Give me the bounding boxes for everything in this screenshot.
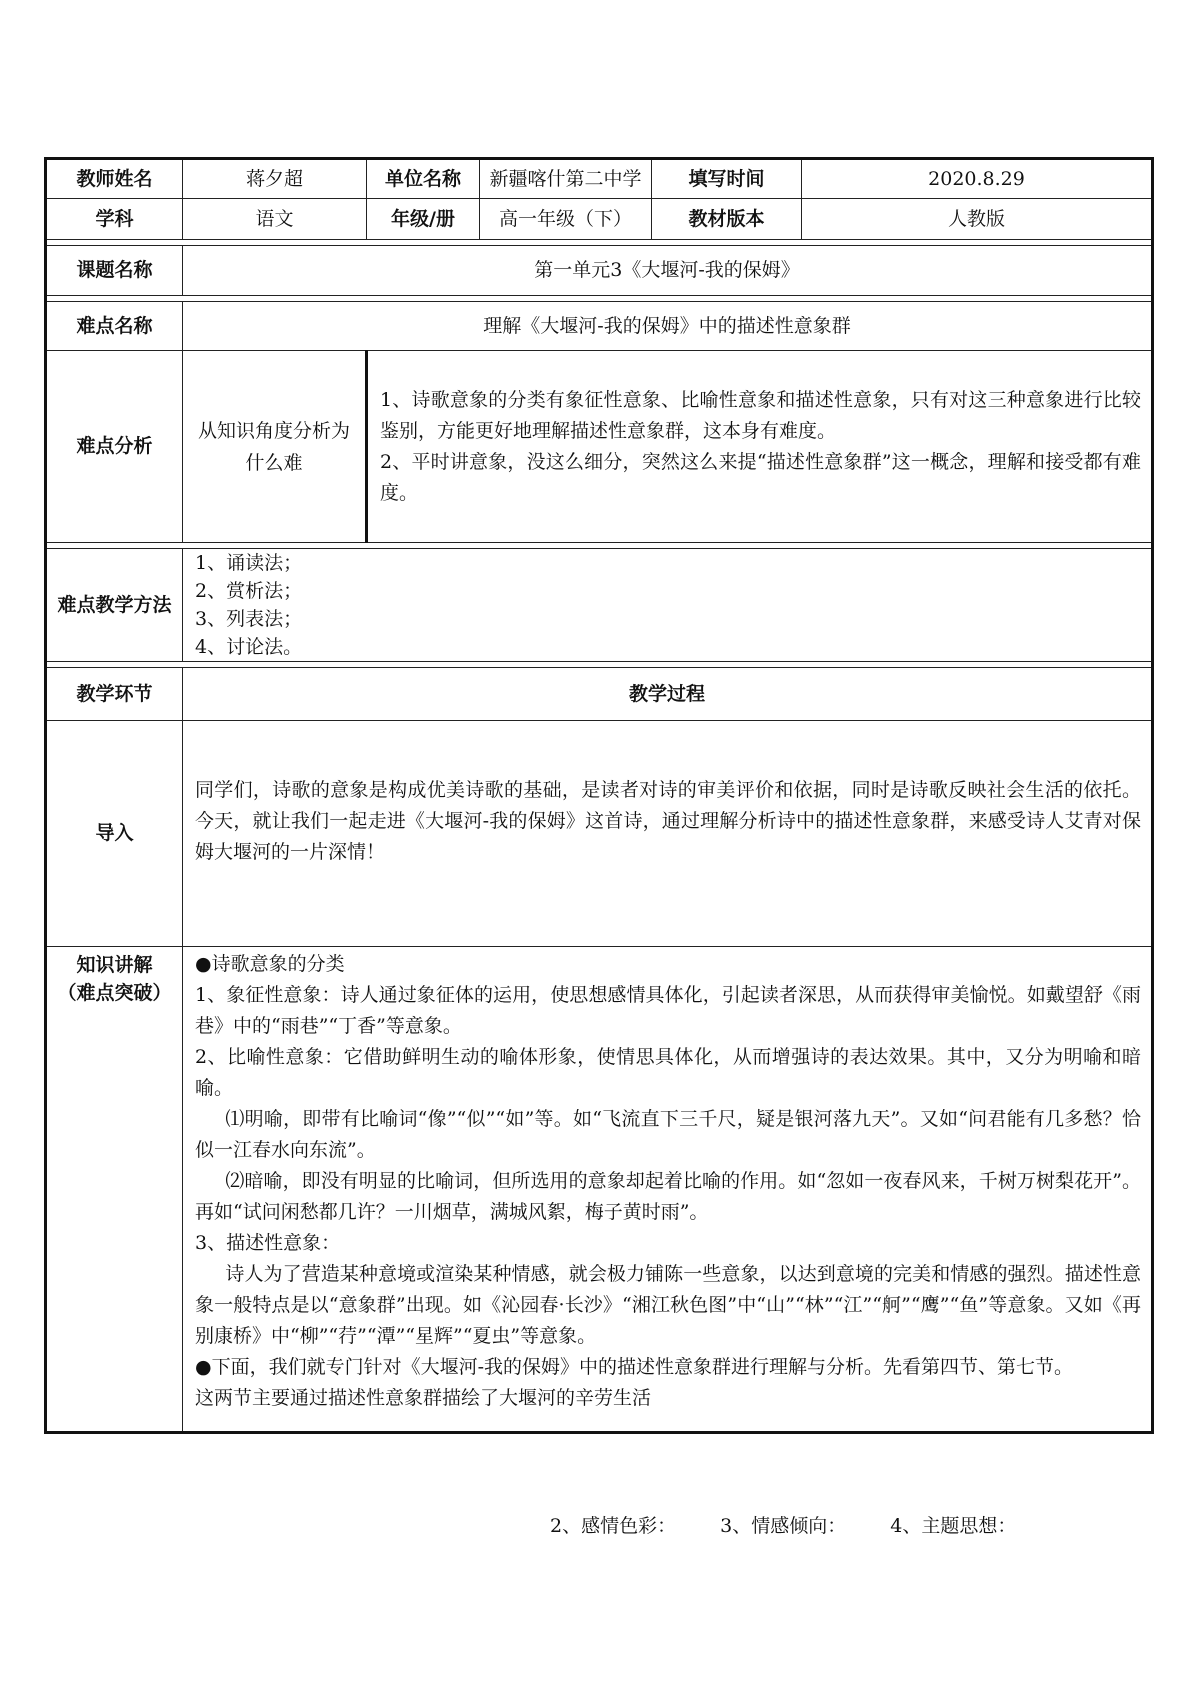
knowledge-line: ⑵暗喻，即没有明显的比喻词，但所选用的意象却起着比喻的作用。如“忽如一夜春风来，千树万树梨花开”。再如“试问闲愁都几许？一川烟草，满城风絮，梅子黄时雨”。 [195, 1170, 1141, 1223]
analysis-sub-label: 从知识角度分析为什么难 [183, 351, 367, 543]
topic-label: 课题名称 [46, 246, 183, 296]
teacher-name-label: 教师姓名 [46, 159, 183, 199]
unit-name-value: 新疆喀什第二中学 [480, 159, 652, 199]
knowledge-line: ⑴明喻，即带有比喻词“像”“似”“如”等。如“飞流直下三千尺，疑是银河落九天”。又如“问君能有几多愁？恰似一江春水向东流”。 [195, 1108, 1141, 1161]
knowledge-line: 1、象征性意象：诗人通过象征体的运用，使思想感情具体化，引起读者深思，从而获得审美愉悦。如戴望舒《雨巷》中的“雨巷”“丁香”等意象。 [195, 984, 1141, 1037]
subject-value: 语文 [183, 199, 367, 240]
analysis-label: 难点分析 [46, 351, 183, 543]
knowledge-line: ●下面，我们就专门针对《大堰河-我的保姆》中的描述性意象群进行理解与分析。先看第四节、第七节。 [195, 1356, 1074, 1378]
intro-content [183, 721, 1153, 947]
teacher-name-value: 蒋夕超 [183, 159, 367, 199]
header-row-2 [46, 199, 1153, 240]
intro-text: 同学们，诗歌的意象是构成优美诗歌的基础，是读者对诗的审美评价和依据，同时是诗歌反映社会生活的依托。今天，就让我们一起走进《大堰河-我的保姆》这首诗，通过理解分析诗中的描述性意象群，来感受诗人艾青对保姆大堰河的一片深情！ [195, 779, 1141, 863]
difficulty-label: 难点名称 [46, 302, 183, 351]
fill-date-label: 填写时间 [652, 159, 802, 199]
knowledge-line: 诗人为了营造某种意境或渲染某种情感，就会极力铺陈一些意象，以达到意境的完美和情感的强烈。描述性意象一般特点是以“意象群”出现。如《沁园春·长沙》“湘江秋色图”中“山”“林”“江”“舸”“鹰”“鱼”等意象。又如《再别康桥》中“柳”“荇”“潭”“星辉”“夏虫”等意象。 [195, 1263, 1141, 1347]
footer-item-emotion-tendency: 3、情感倾向： [720, 1515, 847, 1537]
method-item: 1、诵读法； [195, 552, 303, 574]
intro-label: 导入 [46, 721, 183, 947]
grade-label: 年级/册 [367, 199, 480, 240]
knowledge-line: 3、描述性意象： [195, 1232, 341, 1254]
methods-content [183, 549, 1153, 662]
footer-item-emotion-color: 2、感情色彩： [550, 1515, 677, 1537]
knowledge-line: 这两节主要通过描述性意象群描绘了大堰河的辛劳生活 [195, 1387, 652, 1409]
process-header-row [46, 668, 1153, 721]
knowledge-line: 2、比喻性意象：它借助鲜明生动的喻体形象，使情思具体化，从而增强诗的表达效果。其中，又分为明喻和暗喻。 [195, 1046, 1141, 1099]
lesson-plan-form [44, 157, 1151, 1434]
header-row-1 [46, 159, 1153, 199]
analysis-content [367, 351, 1153, 543]
method-item: 2、赏析法； [195, 580, 303, 602]
knowledge-label-line-1: 知识讲解 [76, 954, 153, 976]
subject-label: 学科 [46, 199, 183, 240]
method-item: 3、列表法； [195, 608, 303, 630]
unit-name-label: 单位名称 [367, 159, 480, 199]
difficulty-row [46, 302, 1153, 351]
footer-item-theme: 4、主题思想： [890, 1515, 1017, 1537]
footer-prompts [550, 1511, 1054, 1538]
edition-label: 教材版本 [652, 199, 802, 240]
fill-date-value: 2020.8.29 [802, 159, 1153, 199]
topic-row [46, 246, 1153, 296]
knowledge-line: ●诗歌意象的分类 [195, 953, 345, 975]
edition-value: 人教版 [802, 199, 1153, 240]
grade-value: 高一年级（下） [480, 199, 652, 240]
knowledge-row [46, 947, 1153, 1433]
analysis-point-2: 2、平时讲意象，没这么细分，突然这么来提“描述性意象群”这一概念，理解和接受都有难度。 [380, 450, 1141, 504]
intro-row [46, 721, 1153, 947]
method-item: 4、讨论法。 [195, 636, 303, 658]
analysis-point-1: 1、诗歌意象的分类有象征性意象、比喻性意象和描述性意象，只有对这三种意象进行比较鉴别，方能更好地理解描述性意象群，这本身有难度。 [380, 388, 1141, 442]
difficulty-value: 理解《大堰河-我的保姆》中的描述性意象群 [183, 302, 1153, 351]
process-header-label: 教学过程 [183, 668, 1153, 721]
methods-row [46, 549, 1153, 662]
stage-header-label: 教学环节 [46, 668, 183, 721]
topic-value: 第一单元3《大堰河-我的保姆》 [183, 246, 1153, 296]
analysis-row [46, 351, 1153, 543]
knowledge-label-line-2: （难点突破） [57, 982, 172, 1004]
methods-label: 难点教学方法 [46, 549, 183, 662]
knowledge-label [46, 947, 183, 1433]
lesson-plan-table [44, 157, 1154, 1434]
knowledge-content [183, 947, 1153, 1433]
